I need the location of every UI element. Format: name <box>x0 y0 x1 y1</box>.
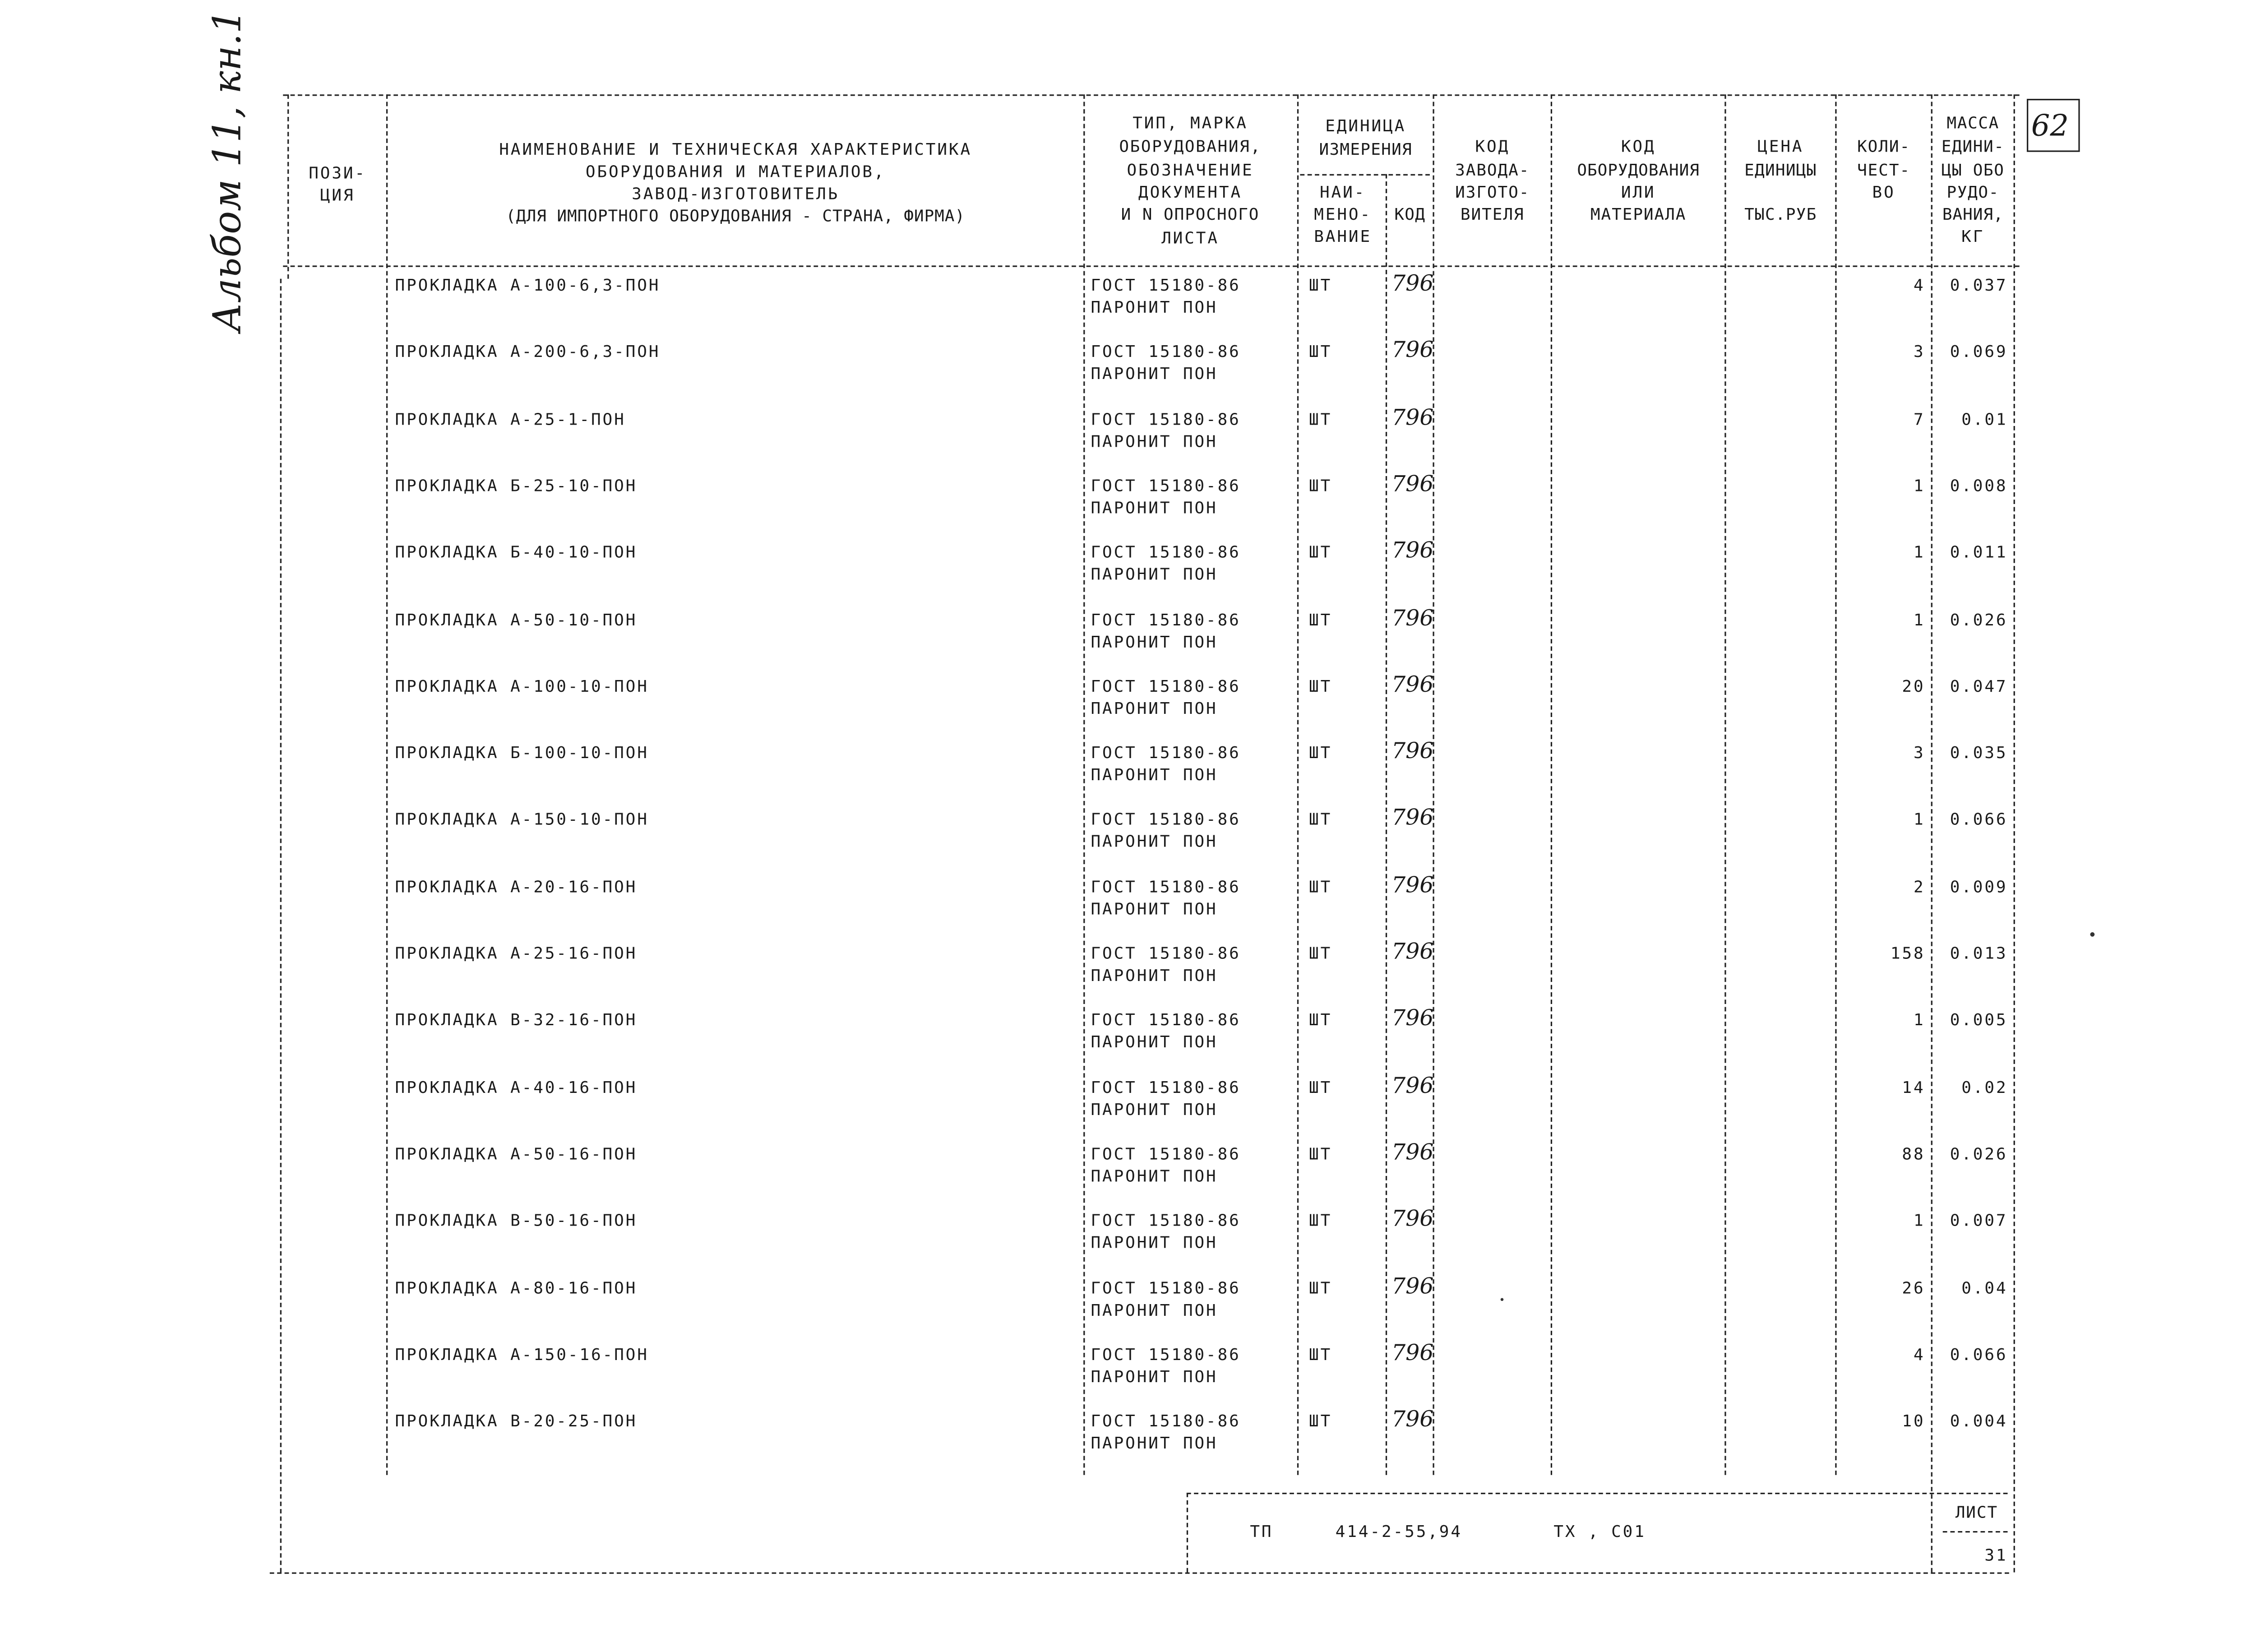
row-mass: 0.047 <box>1950 677 2008 696</box>
row-mass: 0.026 <box>1950 1144 2008 1164</box>
row-material: ПАРОНИТ ПОН <box>1091 633 1218 652</box>
header-mass-6: КГ <box>1961 227 1985 246</box>
row-document: ГОСТ 15180-86 <box>1091 276 1241 295</box>
header-type-1: ТИП, МАРКА <box>1133 113 1248 133</box>
header-equipment-code-4: МАТЕРИАЛА <box>1590 205 1687 224</box>
row-name: ПРОКЛАДКА Б-100-10-ПОН <box>395 743 649 763</box>
row-unit: ШТ <box>1309 810 1332 829</box>
row-document: ГОСТ 15180-86 <box>1091 1211 1241 1231</box>
scan-speck <box>2090 932 2094 937</box>
row-unit: ШТ <box>1309 743 1332 763</box>
row-mass: 0.035 <box>1950 743 2008 763</box>
row-quantity: 26 <box>1902 1279 1925 1298</box>
header-type-4: ДОКУМЕНТА <box>1138 183 1243 202</box>
row-material: ПАРОНИТ ПОН <box>1091 298 1218 317</box>
row-unit: ШТ <box>1309 611 1332 630</box>
sheet-number: 31 <box>1984 1546 2008 1565</box>
row-name: ПРОКЛАДКА В-20-25-ПОН <box>395 1411 638 1431</box>
row-mass: 0.013 <box>1950 944 2008 963</box>
row-unit-code: 796 <box>1391 671 1434 698</box>
header-position-2: ЦИЯ <box>320 185 355 205</box>
header-equipment-code-1: КОД <box>1621 137 1656 157</box>
row-quantity: 7 <box>1913 410 1925 430</box>
row-quantity: 1 <box>1913 542 1925 562</box>
row-material: ПАРОНИТ ПОН <box>1091 565 1218 584</box>
margin-note: Альбом 11, кн.1 <box>206 9 251 332</box>
row-mass: 0.069 <box>1950 342 2008 361</box>
row-quantity: 1 <box>1913 1211 1925 1231</box>
row-name: ПРОКЛАДКА А-25-1-ПОН <box>395 410 626 430</box>
header-mass-3: ЦЫ ОБО <box>1941 161 2005 180</box>
row-document: ГОСТ 15180-86 <box>1091 1078 1241 1097</box>
row-unit-code: 796 <box>1391 1138 1434 1166</box>
header-unit-code: КОД <box>1394 205 1426 224</box>
row-mass: 0.005 <box>1950 1010 2008 1030</box>
header-unit-sub: ИЗМЕРЕНИЯ <box>1319 140 1412 160</box>
header-unit-name-2: МЕНО- <box>1314 205 1372 224</box>
row-quantity: 20 <box>1902 677 1925 696</box>
row-unit: ШТ <box>1309 1010 1332 1030</box>
row-material: ПАРОНИТ ПОН <box>1091 765 1218 785</box>
row-unit-code: 796 <box>1391 470 1434 497</box>
row-mass: 0.01 <box>1961 410 2008 430</box>
row-quantity: 1 <box>1913 476 1925 496</box>
header-type-3: ОБОЗНАЧЕНИЕ <box>1127 161 1254 180</box>
row-quantity: 3 <box>1913 743 1925 763</box>
row-material: ПАРОНИТ ПОН <box>1091 1233 1218 1253</box>
header-mass-5: ВАНИЯ, <box>1942 205 2004 224</box>
row-name: ПРОКЛАДКА В-50-16-ПОН <box>395 1211 638 1231</box>
row-unit-code: 796 <box>1391 1273 1434 1300</box>
header-plant-code-2: ЗАВОДА- <box>1455 161 1530 180</box>
row-material: ПАРОНИТ ПОН <box>1091 1301 1218 1320</box>
row-quantity: 4 <box>1913 276 1925 295</box>
row-material: ПАРОНИТ ПОН <box>1091 1166 1218 1186</box>
row-material: ПАРОНИТ ПОН <box>1091 1100 1218 1120</box>
row-name: ПРОКЛАДКА А-50-10-ПОН <box>395 611 638 630</box>
row-document: ГОСТ 15180-86 <box>1091 677 1241 696</box>
row-document: ГОСТ 15180-86 <box>1091 1010 1241 1030</box>
row-name: ПРОКЛАДКА В-32-16-ПОН <box>395 1010 638 1030</box>
row-material: ПАРОНИТ ПОН <box>1091 899 1218 919</box>
header-quantity-1: КОЛИ- <box>1857 137 1911 157</box>
row-quantity: 2 <box>1913 877 1925 897</box>
row-unit: ШТ <box>1309 677 1332 696</box>
header-name-4: (ДЛЯ ИМПОРТНОГО ОБОРУДОВАНИЯ - СТРАНА, ФИРМА) <box>506 206 966 226</box>
row-document: ГОСТ 15180-86 <box>1091 542 1241 562</box>
row-unit: ШТ <box>1309 1211 1332 1231</box>
row-quantity: 1 <box>1913 611 1925 630</box>
row-quantity: 1 <box>1913 1010 1925 1030</box>
header-name-1: НАИМЕНОВАНИЕ И ТЕХНИЧЕСКАЯ ХАРАКТЕРИСТИКА <box>499 140 972 160</box>
header-price-1: ЦЕНА <box>1757 137 1804 157</box>
header-quantity-3: ВО <box>1872 183 1895 202</box>
row-unit-code: 796 <box>1391 336 1434 363</box>
header-plant-code-1: КОД <box>1475 137 1510 157</box>
row-document: ГОСТ 15180-86 <box>1091 810 1241 829</box>
row-unit-code: 796 <box>1391 1072 1434 1099</box>
row-name: ПРОКЛАДКА А-20-16-ПОН <box>395 877 638 897</box>
header-plant-code-3: ИЗГОТО- <box>1455 183 1530 202</box>
row-material: ПАРОНИТ ПОН <box>1091 1032 1218 1052</box>
row-document: ГОСТ 15180-86 <box>1091 476 1241 496</box>
row-unit: ШТ <box>1309 1279 1332 1298</box>
row-material: ПАРОНИТ ПОН <box>1091 1367 1218 1387</box>
row-name: ПРОКЛАДКА А-100-6,3-ПОН <box>395 276 661 295</box>
row-document: ГОСТ 15180-86 <box>1091 342 1241 361</box>
row-unit-code: 796 <box>1391 737 1434 764</box>
row-mass: 0.066 <box>1950 810 2008 829</box>
row-material: ПАРОНИТ ПОН <box>1091 699 1218 718</box>
row-unit-code: 796 <box>1391 804 1434 831</box>
row-material: ПАРОНИТ ПОН <box>1091 432 1218 452</box>
row-name: ПРОКЛАДКА А-40-16-ПОН <box>395 1078 638 1097</box>
row-material: ПАРОНИТ ПОН <box>1091 1434 1218 1453</box>
row-unit-code: 796 <box>1391 1406 1434 1433</box>
row-quantity: 10 <box>1902 1411 1925 1431</box>
header-name-2: ОБОРУДОВАНИЯ И МАТЕРИАЛОВ, <box>585 162 886 182</box>
row-unit-code: 796 <box>1391 404 1434 431</box>
row-unit: ШТ <box>1309 1345 1332 1365</box>
row-unit-code: 796 <box>1391 1004 1434 1031</box>
row-unit-code: 796 <box>1391 871 1434 898</box>
corner-number: 62 <box>2031 107 2069 143</box>
header-equipment-code-2: ОБОРУДОВАНИЯ <box>1577 161 1700 180</box>
row-name: ПРОКЛАДКА А-200-6,3-ПОН <box>395 342 661 361</box>
row-document: ГОСТ 15180-86 <box>1091 944 1241 963</box>
row-name: ПРОКЛАДКА А-25-16-ПОН <box>395 944 638 963</box>
row-document: ГОСТ 15180-86 <box>1091 1345 1241 1365</box>
footer-suffix: ТХ , С01 <box>1553 1522 1646 1541</box>
sheet-label: ЛИСТ <box>1955 1503 1998 1522</box>
row-material: ПАРОНИТ ПОН <box>1091 364 1218 384</box>
row-unit-code: 796 <box>1391 1205 1434 1232</box>
header-price-3: ТЫС.РУБ <box>1744 205 1817 224</box>
row-unit-code: 796 <box>1391 938 1434 965</box>
row-material: ПАРОНИТ ПОН <box>1091 966 1218 986</box>
row-mass: 0.009 <box>1950 877 2008 897</box>
row-name: ПРОКЛАДКА А-50-16-ПОН <box>395 1144 638 1164</box>
header-type-2: ОБОРУДОВАНИЯ, <box>1119 137 1262 157</box>
header-type-6: ЛИСТА <box>1161 228 1219 248</box>
header-equipment-code-3: ИЛИ <box>1621 183 1656 202</box>
header-plant-code-4: ВИТЕЛЯ <box>1460 205 1525 224</box>
row-document: ГОСТ 15180-86 <box>1091 743 1241 763</box>
header-type-5: И N ОПРОСНОГО <box>1121 205 1260 224</box>
row-unit: ШТ <box>1309 410 1332 430</box>
row-unit: ШТ <box>1309 877 1332 897</box>
row-quantity: 4 <box>1913 1345 1925 1365</box>
row-material: ПАРОНИТ ПОН <box>1091 832 1218 851</box>
row-unit-code: 796 <box>1391 605 1434 632</box>
row-document: ГОСТ 15180-86 <box>1091 611 1241 630</box>
row-document: ГОСТ 15180-86 <box>1091 1279 1241 1298</box>
footer-number: 414-2-55,94 <box>1335 1522 1462 1541</box>
row-name: ПРОКЛАДКА А-150-16-ПОН <box>395 1345 649 1365</box>
row-mass: 0.04 <box>1961 1279 2008 1298</box>
row-name: ПРОКЛАДКА А-80-16-ПОН <box>395 1279 638 1298</box>
row-document: ГОСТ 15180-86 <box>1091 1144 1241 1164</box>
header-unit-name-1: НАИ- <box>1319 183 1366 202</box>
header-mass-4: РУДО- <box>1946 183 1999 202</box>
row-mass: 0.007 <box>1950 1211 2008 1231</box>
footer-prefix: ТП <box>1250 1522 1273 1541</box>
header-unit: ЕДИНИЦА <box>1325 116 1406 136</box>
header-price-2: ЕДИНИЦЫ <box>1744 161 1817 180</box>
row-unit: ШТ <box>1309 1078 1332 1097</box>
row-unit: ШТ <box>1309 1411 1332 1431</box>
row-quantity: 158 <box>1890 944 1925 963</box>
row-name: ПРОКЛАДКА Б-25-10-ПОН <box>395 476 638 496</box>
row-mass: 0.011 <box>1950 542 2008 562</box>
scan-speck <box>1501 1298 1504 1301</box>
header-position-1: ПОЗИ- <box>309 163 367 183</box>
row-quantity: 88 <box>1902 1144 1925 1164</box>
row-unit: ШТ <box>1309 342 1332 361</box>
row-name: ПРОКЛАДКА А-100-10-ПОН <box>395 677 649 696</box>
row-unit-code: 796 <box>1391 1339 1434 1366</box>
row-unit: ШТ <box>1309 1144 1332 1164</box>
header-quantity-2: ЧЕСТ- <box>1857 161 1911 180</box>
row-unit: ШТ <box>1309 944 1332 963</box>
row-unit: ШТ <box>1309 276 1332 295</box>
row-material: ПАРОНИТ ПОН <box>1091 498 1218 518</box>
row-unit-code: 796 <box>1391 270 1434 297</box>
row-unit: ШТ <box>1309 476 1332 496</box>
row-mass: 0.004 <box>1950 1411 2008 1431</box>
row-document: ГОСТ 15180-86 <box>1091 877 1241 897</box>
row-quantity: 14 <box>1902 1078 1925 1097</box>
row-mass: 0.02 <box>1961 1078 2008 1097</box>
row-unit-code: 796 <box>1391 537 1434 564</box>
header-unit-name-3: ВАНИЕ <box>1314 227 1372 246</box>
row-quantity: 1 <box>1913 810 1925 829</box>
header-mass-1: МАССА <box>1946 113 1999 133</box>
row-mass: 0.008 <box>1950 476 2008 496</box>
row-mass: 0.066 <box>1950 1345 2008 1365</box>
row-mass: 0.037 <box>1950 276 2008 295</box>
row-mass: 0.026 <box>1950 611 2008 630</box>
row-quantity: 3 <box>1913 342 1925 361</box>
row-name: ПРОКЛАДКА Б-40-10-ПОН <box>395 542 638 562</box>
row-document: ГОСТ 15180-86 <box>1091 410 1241 430</box>
row-document: ГОСТ 15180-86 <box>1091 1411 1241 1431</box>
row-name: ПРОКЛАДКА А-150-10-ПОН <box>395 810 649 829</box>
header-name-3: ЗАВОД-ИЗГОТОВИТЕЛЬ <box>632 184 840 204</box>
header-mass-2: ЕДИНИ- <box>1941 137 2005 157</box>
row-unit: ШТ <box>1309 542 1332 562</box>
